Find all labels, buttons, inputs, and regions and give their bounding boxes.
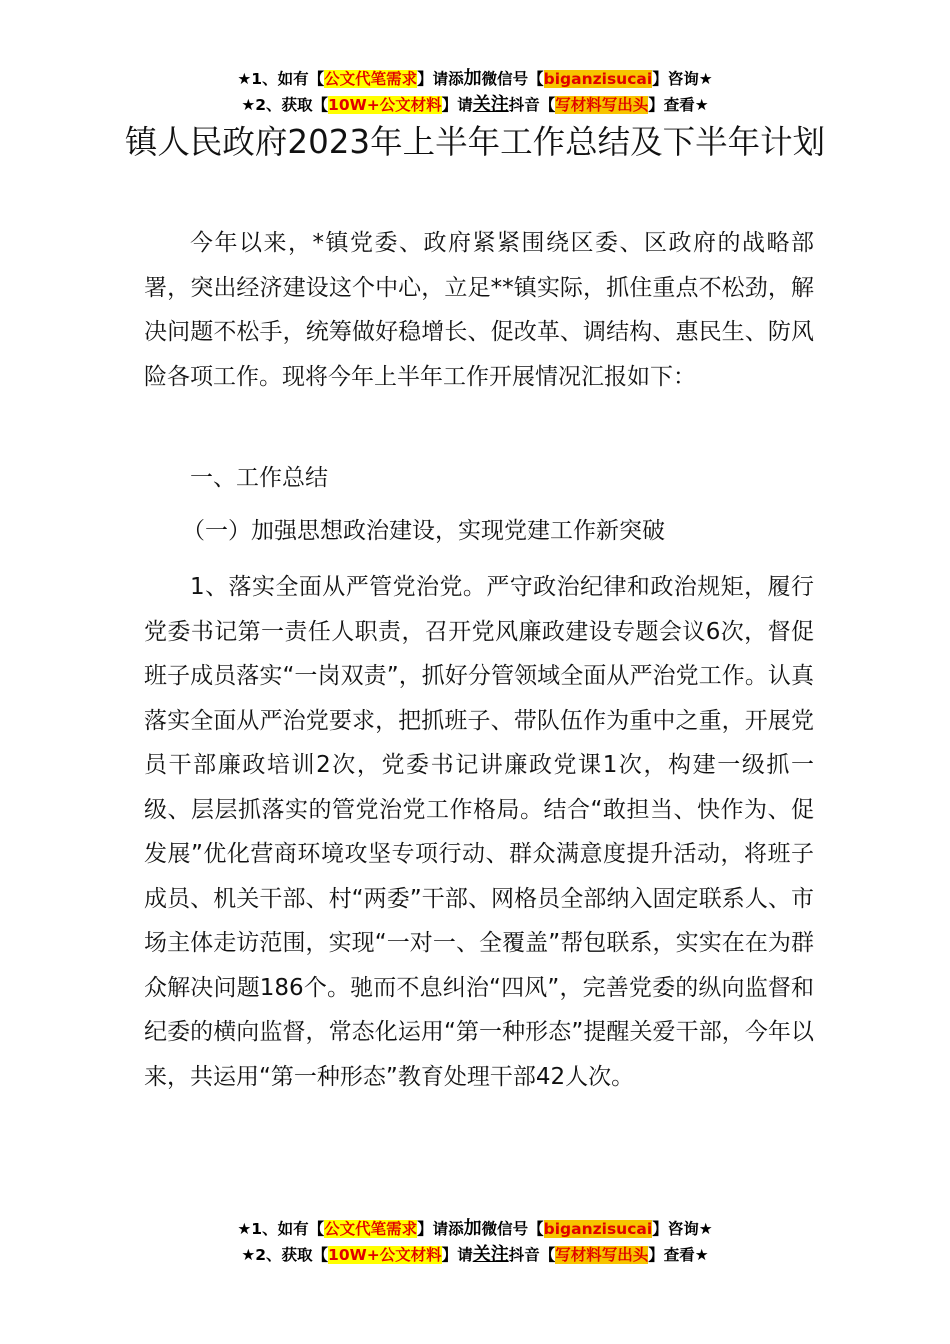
promo-highlight: 公文代笔需求 xyxy=(324,70,418,88)
promo-emphasis: 关注 xyxy=(472,94,509,115)
promo-line-1 xyxy=(0,1216,950,1242)
promo-emphasis: 关注 xyxy=(472,1244,509,1265)
promo-text: 抖音【 xyxy=(508,96,556,114)
promo-text: 】查看★ xyxy=(648,96,709,114)
promo-highlight: 10W+公文材料 xyxy=(328,1246,442,1264)
promo-text: 微信号【 xyxy=(481,70,544,88)
document-body xyxy=(144,221,814,399)
promo-text: ★2、获取【 xyxy=(241,1246,329,1264)
promo-text: 】请添 xyxy=(417,1220,464,1238)
promo-highlight: 写材料写出头 xyxy=(555,1246,649,1264)
promo-line-2 xyxy=(0,1242,950,1268)
promo-text: 】咨询★ xyxy=(652,70,713,88)
section-heading-block xyxy=(144,456,814,501)
promo-text: 】请 xyxy=(441,96,473,114)
promo-text: ★1、如有【 xyxy=(237,1220,325,1238)
promo-text: 抖音【 xyxy=(508,1246,556,1264)
promo-emphasis: 加 xyxy=(463,68,482,89)
item-paragraph: 1、落实全面从严管党治党。严守政治纪律和政治规矩，履行党委书记第一责任人职责，召开党风廉政建设专题会议6次，督促班子成员落实“一岗双责”，抓好分管领域全面从严治党工作。认真落实全面从严治党要求，把抓班子、带队伍作为重中之重，开展党员干部廉政培训2次，党委书记讲廉政党课1次，构建一级抓一级、层层抓落实的管党治党工作格局。结合“敢担当、快作为、促发展”优化营商环境攻坚专项行动、群众满意度提升活动，将班子成员、机关干部、村“两委”干部、网格员全部纳入固定联系人、市场主体走访范围，实现“一对一、全覆盖”帮包联系，实实在在为群众解决问题186个。驰而不息纠治“四风”，完善党委的纵向监督和纪委的横向监督，常态化运用“第一种形态”提醒关爱干部，今年以来，共运用“第一种形态”教育处理干部42人次。 xyxy=(144,574,814,1090)
promo-emphasis: 加 xyxy=(463,1218,482,1239)
subsection-heading-block xyxy=(144,509,814,554)
section-heading: 一、工作总结 xyxy=(190,465,328,491)
intro-paragraph: 今年以来，*镇党委、政府紧紧围绕区委、区政府的战略部署，突出经济建设这个中心，立足**镇实际，抓住重点不松劲，解决问题不松手，统筹做好稳增长、促改革、调结构、惠民生、防风险各项工作。现将今年上半年工作开展情况汇报如下： xyxy=(144,230,814,390)
item-block xyxy=(144,565,814,1099)
promo-text: 】请 xyxy=(441,1246,473,1264)
promo-banner-top xyxy=(0,66,950,118)
promo-banner-bottom xyxy=(0,1216,950,1268)
promo-text: 微信号【 xyxy=(481,1220,544,1238)
promo-text: 】查看★ xyxy=(648,1246,709,1264)
promo-text: ★1、如有【 xyxy=(237,70,325,88)
promo-text: ★2、获取【 xyxy=(241,96,329,114)
promo-line-1 xyxy=(0,66,950,92)
promo-text: 】请添 xyxy=(417,70,464,88)
subsection-heading: （一）加强思想政治建设，实现党建工作新突破 xyxy=(182,518,665,544)
promo-highlight: 公文代笔需求 xyxy=(324,1220,418,1238)
promo-highlight: 写材料写出头 xyxy=(555,96,649,114)
promo-text: 】咨询★ xyxy=(652,1220,713,1238)
document-title: 镇人民政府2023年上半年工作总结及下半年计划 xyxy=(124,123,826,161)
promo-highlight: biganzisucai xyxy=(543,70,653,88)
promo-line-2 xyxy=(0,92,950,118)
promo-highlight: 10W+公文材料 xyxy=(328,96,442,114)
promo-highlight: biganzisucai xyxy=(543,1220,653,1238)
